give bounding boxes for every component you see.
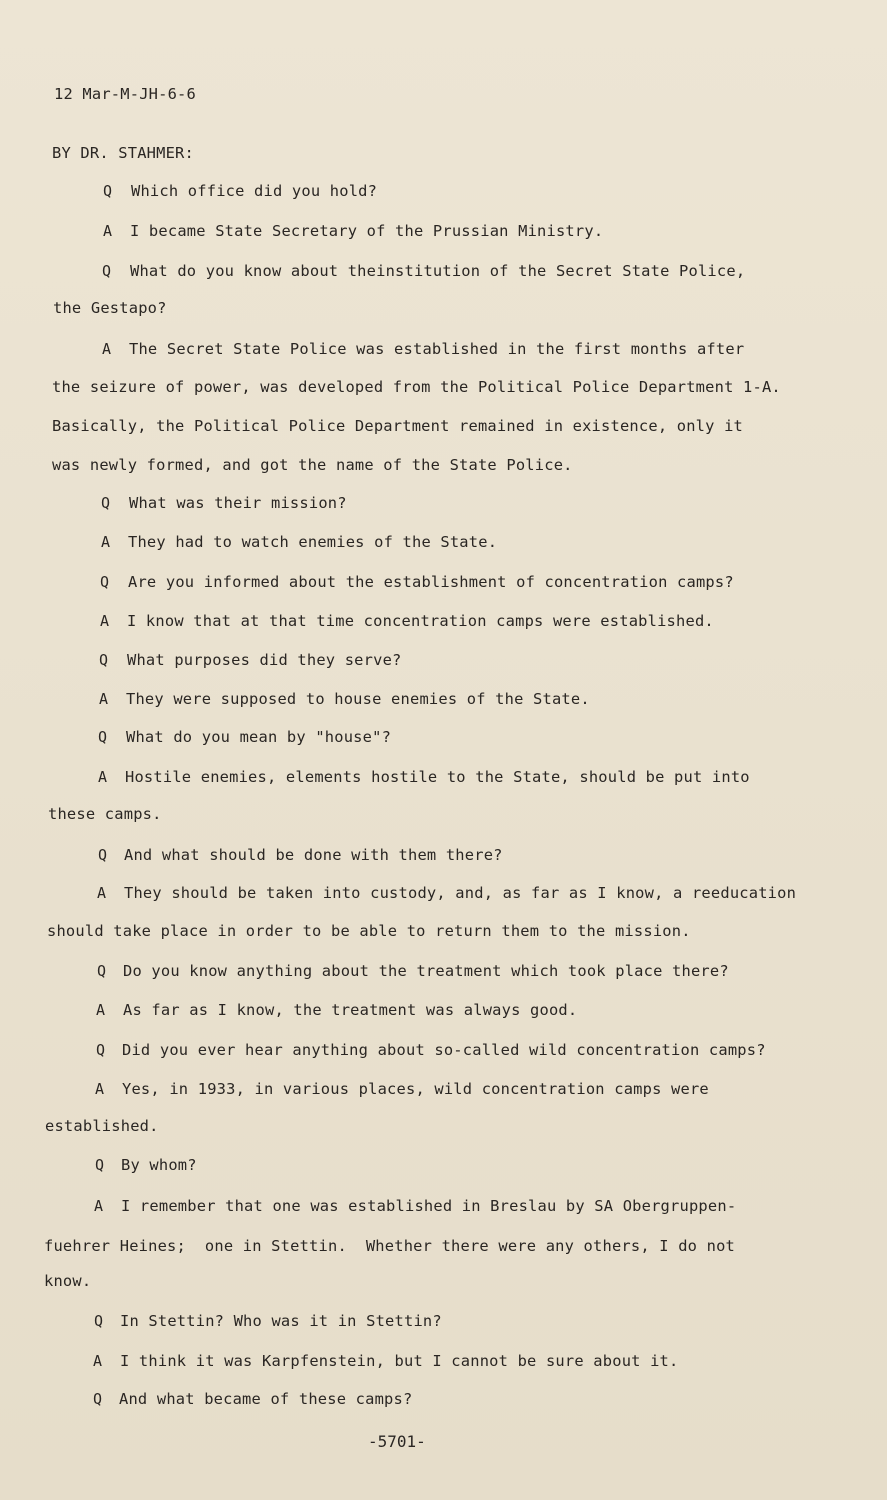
answer-marker: A: [97, 884, 107, 902]
question-marker: Q: [97, 962, 107, 980]
answer-marker: A: [93, 1352, 103, 1370]
question-line: What was their mission?: [129, 494, 347, 512]
answer-line: They had to watch enemies of the State.: [128, 533, 498, 551]
answer-marker: A: [103, 222, 113, 240]
answer-line: was newly formed, and got the name of the State Police.: [52, 456, 573, 474]
question-marker: Q: [98, 846, 108, 864]
answer-marker: A: [96, 1001, 106, 1019]
question-marker: Q: [102, 262, 112, 280]
question-line: What do you mean by "house"?: [126, 728, 392, 746]
question-marker: Q: [101, 494, 111, 512]
answer-line: established.: [45, 1117, 159, 1135]
answer-line: Hostile enemies, elements hostile to the State, should be put into: [125, 768, 750, 786]
question-marker: Q: [95, 1156, 105, 1174]
question-marker: Q: [103, 182, 113, 200]
question-line: And what became of these camps?: [119, 1390, 413, 1408]
question-marker: Q: [96, 1041, 106, 1059]
question-line: By whom?: [121, 1156, 197, 1174]
answer-marker: A: [99, 690, 109, 708]
examiner-heading: BY DR. STAHMER:: [52, 144, 194, 162]
answer-marker: A: [94, 1197, 104, 1215]
question-marker: Q: [100, 573, 110, 591]
answer-line: fuehrer Heines; one in Stettin. Whether there were any others, I do not: [44, 1237, 736, 1255]
answer-marker: A: [98, 768, 108, 786]
question-marker: Q: [93, 1390, 103, 1408]
page-number: -5701-: [368, 1432, 426, 1451]
answer-line: They should be taken into custody, and, as far as I know, a reeducation: [124, 884, 797, 902]
answer-line: the seizure of power, was developed from the Political Police Department 1-A.: [52, 378, 781, 396]
answer-line: I became State Secretary of the Prussian Ministry.: [130, 222, 604, 240]
answer-line: As far as I know, the treatment was always good.: [123, 1001, 578, 1019]
answer-line: these camps.: [48, 805, 162, 823]
question-line: In Stettin? Who was it in Stettin?: [120, 1312, 442, 1330]
answer-marker: A: [100, 612, 110, 630]
answer-line: know.: [44, 1272, 92, 1290]
answer-line: should take place in order to be able to return them to the mission.: [47, 922, 691, 940]
answer-line: I know that at that time concentration camps were established.: [127, 612, 714, 630]
answer-marker: A: [101, 533, 111, 551]
question-marker: Q: [99, 651, 109, 669]
question-line: And what should be done with them there?: [124, 846, 503, 864]
question-line: Are you informed about the establishment of concentration camps?: [128, 573, 734, 591]
question-marker: Q: [94, 1312, 104, 1330]
document-reference: 12 Mar-M-JH-6-6: [54, 85, 196, 103]
answer-marker: A: [102, 340, 112, 358]
question-marker: Q: [98, 728, 108, 746]
question-line: the Gestapo?: [53, 299, 167, 317]
answer-line: I remember that one was established in Breslau by SA Obergruppen-: [121, 1197, 737, 1215]
answer-line: They were supposed to house enemies of the State.: [126, 690, 590, 708]
question-line: Do you know anything about the treatment which took place there?: [123, 962, 729, 980]
question-line: What do you know about theinstitution of the Secret State Police,: [130, 262, 746, 280]
question-line: Which office did you hold?: [131, 182, 378, 200]
answer-line: The Secret State Police was established in the first months after: [129, 340, 745, 358]
question-line: What purposes did they serve?: [127, 651, 402, 669]
answer-line: I think it was Karpfenstein, but I cannot be sure about it.: [120, 1352, 679, 1370]
answer-marker: A: [95, 1080, 105, 1098]
question-line: Did you ever hear anything about so-called wild concentration camps?: [122, 1041, 766, 1059]
answer-line: Basically, the Political Police Department remained in existence, only it: [52, 417, 744, 435]
answer-line: Yes, in 1933, in various places, wild concentration camps were: [122, 1080, 709, 1098]
